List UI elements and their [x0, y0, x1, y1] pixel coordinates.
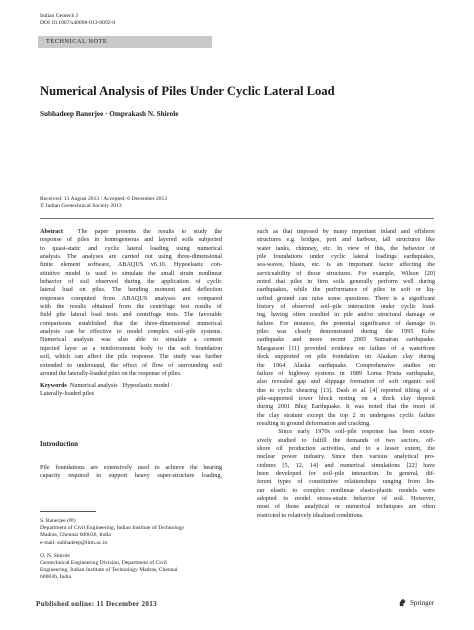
body-line: the 1964 Alaska earthquake. Comprehensive studies on [257, 361, 435, 369]
abstract-line: with the results obtained from the centrifuge test results of [40, 303, 222, 311]
abstract-line: analysis. The analyses are carried out using three-dimensional [40, 253, 222, 261]
author-email[interactable]: e-mail: subhadeep@iitm.ac.in [40, 539, 108, 546]
body-line: sively studied to fulfill the demands of two sectors, off- [257, 436, 435, 444]
body-line: failure. For instance, the potential significance of damage to [257, 319, 435, 327]
body-line: adopted to model stress-strain behavior of soil. However, [257, 495, 435, 502]
body-line: most of those analytical or numerical techniques are often [257, 503, 435, 511]
abstract-line: lateral load on piles. The bending moment and deflection [40, 286, 222, 294]
journal-name: Indian Geotech J [40, 13, 78, 19]
body-line: failure of highway systems in 1989 Loma Prieta earthquake, [257, 369, 435, 377]
body-line: such as that imposed by many important inland and offshore [257, 228, 435, 235]
footnote-divider [40, 511, 96, 512]
affiliation-line: O. N. Shirole [40, 552, 70, 559]
springer-horse-icon [398, 598, 407, 607]
keywords-line: Numerical analysis · Hypoelastic model · [69, 382, 173, 389]
keywords-block [40, 382, 222, 399]
abstract-line: behavior of soil observed during the application of cyclic [40, 278, 222, 286]
body-line: Margasson [11] provided evidence on failure of a waterfront [257, 344, 435, 352]
header-divider [40, 218, 434, 219]
body-line: cedures [5, 12, 14] and numerical simulations [22] have [257, 461, 435, 469]
body-line: ear elastic to complex nonlinear elasto-plastic models were [257, 486, 435, 494]
body-line: ferent types of constitutive relationships ranging from lin- [257, 478, 435, 486]
abstract-line: to quasi-static and cyclic lateral loading using numerical [40, 244, 222, 252]
body-line: ing, having often resulted in pile and/or structural damage or [257, 311, 435, 319]
body-line: structures e.g. bridges, port and harbour, tall structures like [257, 236, 435, 244]
abstract-line: Numerical analysis was also able to simulate a cement [40, 336, 222, 344]
article-dates [40, 196, 167, 210]
body-line: serviceability of those structures. For example, Wilson [20] [257, 269, 435, 277]
body-line: shore oil production activities, and to a lesser extent, the [257, 444, 435, 452]
intro-line: capacity required to support heavy super-structure loading, [40, 472, 222, 480]
intro-line: Pile foundations are extensively used to achieve the bearing [40, 464, 222, 471]
body-line: Since early 1970s soil–pile response has been exten- [257, 428, 435, 436]
abstract-line: around the laterally-loaded piles on the response of piles. [40, 369, 182, 377]
copyright-line: © Indian Geotechnical Society 2013 [40, 203, 122, 210]
body-line: due to cyclic shearing [13]. Dash et al. [4] reported tilting of a [257, 386, 435, 394]
body-line: resulting in ground deformation and cracking. [257, 419, 371, 427]
paper-authors: Subhadeep Banerjee · Omprakash N. Shirole [40, 110, 179, 118]
journal-doi[interactable]: DOI 10.1007/s40098-013-0092-0 [40, 20, 116, 26]
keywords-label: Keywords [40, 382, 67, 389]
abstract-line: finite element software, ABAQUS v6.10. Hypoelastic con- [40, 261, 222, 269]
abstract-block [40, 228, 222, 378]
abstract-line: field pile lateral load tests and centrifuge tests. The favorable [40, 311, 222, 319]
affiliation-line: 600036, India [40, 574, 72, 581]
publisher-name: Springer [410, 598, 435, 607]
body-line: pile foundations under cyclic lateral loadings earthquakes, [257, 253, 435, 261]
introduction-heading: Introduction [40, 440, 78, 448]
body-line: been developed for soil–pile interaction. In general, dif- [257, 469, 435, 477]
body-line: restricted to relatively idealised conditions. [257, 511, 364, 519]
abstract-line: extended to understand, the effect of flow of surrounding soil [40, 361, 222, 369]
abstract-line: injected layer as a reinforcement body to the soft foundation [40, 344, 222, 352]
body-line: the clay stratum except the top 2 m undergoes cyclic failure [257, 411, 435, 419]
body-line: piles was clearly demonstrated during the 1995 Kobe [257, 328, 435, 336]
body-line: earthquakes, while the performance of piles in soft or liq- [257, 286, 435, 294]
received-accepted: Received: 13 August 2013 / Accepted: 6 December 2013 [40, 196, 168, 202]
body-line: nuclear power industry. Since then various analytical pro- [257, 453, 435, 461]
author-affiliations [40, 518, 222, 582]
paper-title: Numerical Analysis of Piles Under Cyclic Lateral Load [40, 84, 335, 98]
body-line: sea-waves, blasts, etc. is an important factor affecting the [257, 261, 435, 269]
publisher-logo [398, 598, 434, 607]
body-line: noted that piles in firm soils generally perform well during [257, 278, 435, 286]
body-line: earthquake and more recent 2005 Sumatran earthquake. [257, 336, 435, 344]
body-line: uefied ground can raise some questions. There is a significant [257, 294, 435, 302]
abstract-line: response of piles in homogeneous and layered soils subjected [40, 236, 222, 244]
body-line: also revealed gap and slippage formation of soft organic soil [257, 378, 435, 386]
right-column-text [257, 228, 435, 520]
abstract-line: Abstract The paper presents the results to study the [40, 228, 222, 235]
abstract-line: comparisons established that the three-dimensional numerical [40, 319, 222, 327]
article-type-banner: TECHNICAL NOTE [38, 36, 212, 48]
affiliation-line: Geotechnical Engineering Division, Department of Civil [40, 560, 167, 567]
affiliation-line: Engineering, Indian Institute of Technology Madras, Chennai [40, 567, 178, 574]
abstract-label: Abstract [40, 228, 64, 235]
abstract-line: analysis can be effective to model complex soil–pile systems. [40, 328, 222, 336]
keywords-line: Laterally-loaded piles [40, 390, 95, 398]
abstract-line: stitutive model is used to simulate the small strain nonlinear [40, 269, 222, 277]
abstract-line: soil, which can affect the pile response. The study was further [40, 353, 222, 361]
body-line: during 2001 Bhuj Earthquake. It was noted that the most of [257, 403, 435, 411]
affiliation-line: S. Banerjee (✉) [40, 518, 76, 524]
body-line: pile-supported tower block resting on a thick clay deposit [257, 394, 435, 402]
affiliation-line: Department of Civil Engineering, Indian Institute of Technology [40, 525, 185, 532]
body-line: dock supported on pile foundation on Alaskan clay during [257, 353, 435, 361]
abstract-line: responses computed from ABAQUS analyses are compared [40, 294, 222, 302]
journal-header [40, 13, 115, 27]
body-line: history of observed soil–pile interaction under cyclic load- [257, 303, 435, 311]
affiliation-line: Madras, Chennai 600036, India [40, 532, 111, 539]
published-online-date: Published online: 11 December 2013 [36, 600, 158, 608]
introduction-text [40, 464, 222, 481]
body-line: water tanks, chimney, etc. In view of this, the behavior of [257, 244, 435, 252]
